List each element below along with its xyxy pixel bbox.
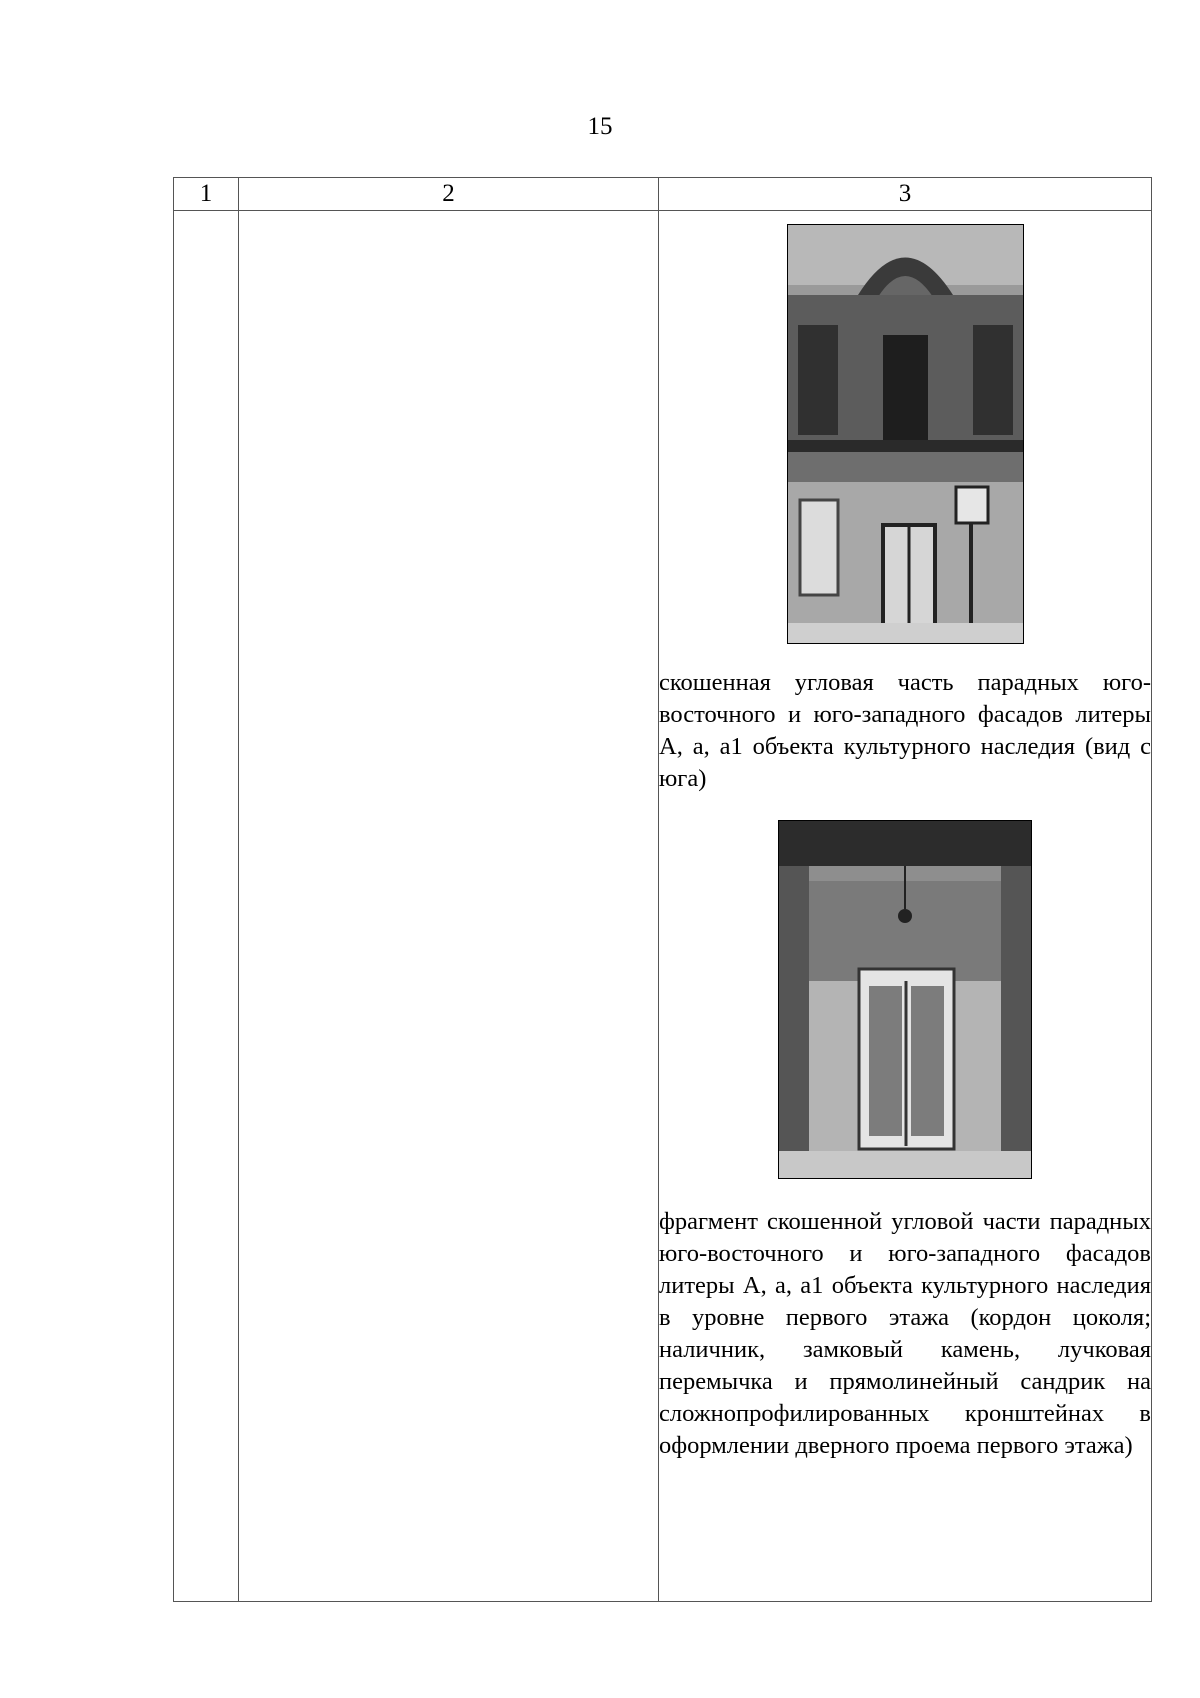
table-header-row [174,178,1152,211]
entrance-door-photo [778,820,1032,1179]
facade-corner-photo [787,224,1024,644]
cell-col1 [174,211,239,1602]
table-row [174,211,1152,1602]
column-header-2: 2 [239,178,659,211]
cell-col2 [239,211,659,1602]
document-table [173,177,1152,1602]
photo-caption-2: фрагмент скошенной угловой части парадных юго-восточного и юго-западного фасадов литеры А, а, а1 объекта культурного наследия в уровне первого этажа (кордон цоколя; наличник, замковый камень, лучковая перемычка и прямолинейный сандрик на сложнопрофилированных кронштейнах в оформлении дверного проема первого этажа) [659,1208,1151,1459]
column-header-3: 3 [659,178,1152,211]
cell-col3 [659,211,1152,1602]
photo-caption-1: скошенная угловая часть парадных юго-восточного и юго-западного фасадов литеры А, а, а1 объекта культурного наследия (вид с юга) [659,669,1151,792]
column-header-1: 1 [174,178,239,211]
page-number: 15 [587,113,613,140]
